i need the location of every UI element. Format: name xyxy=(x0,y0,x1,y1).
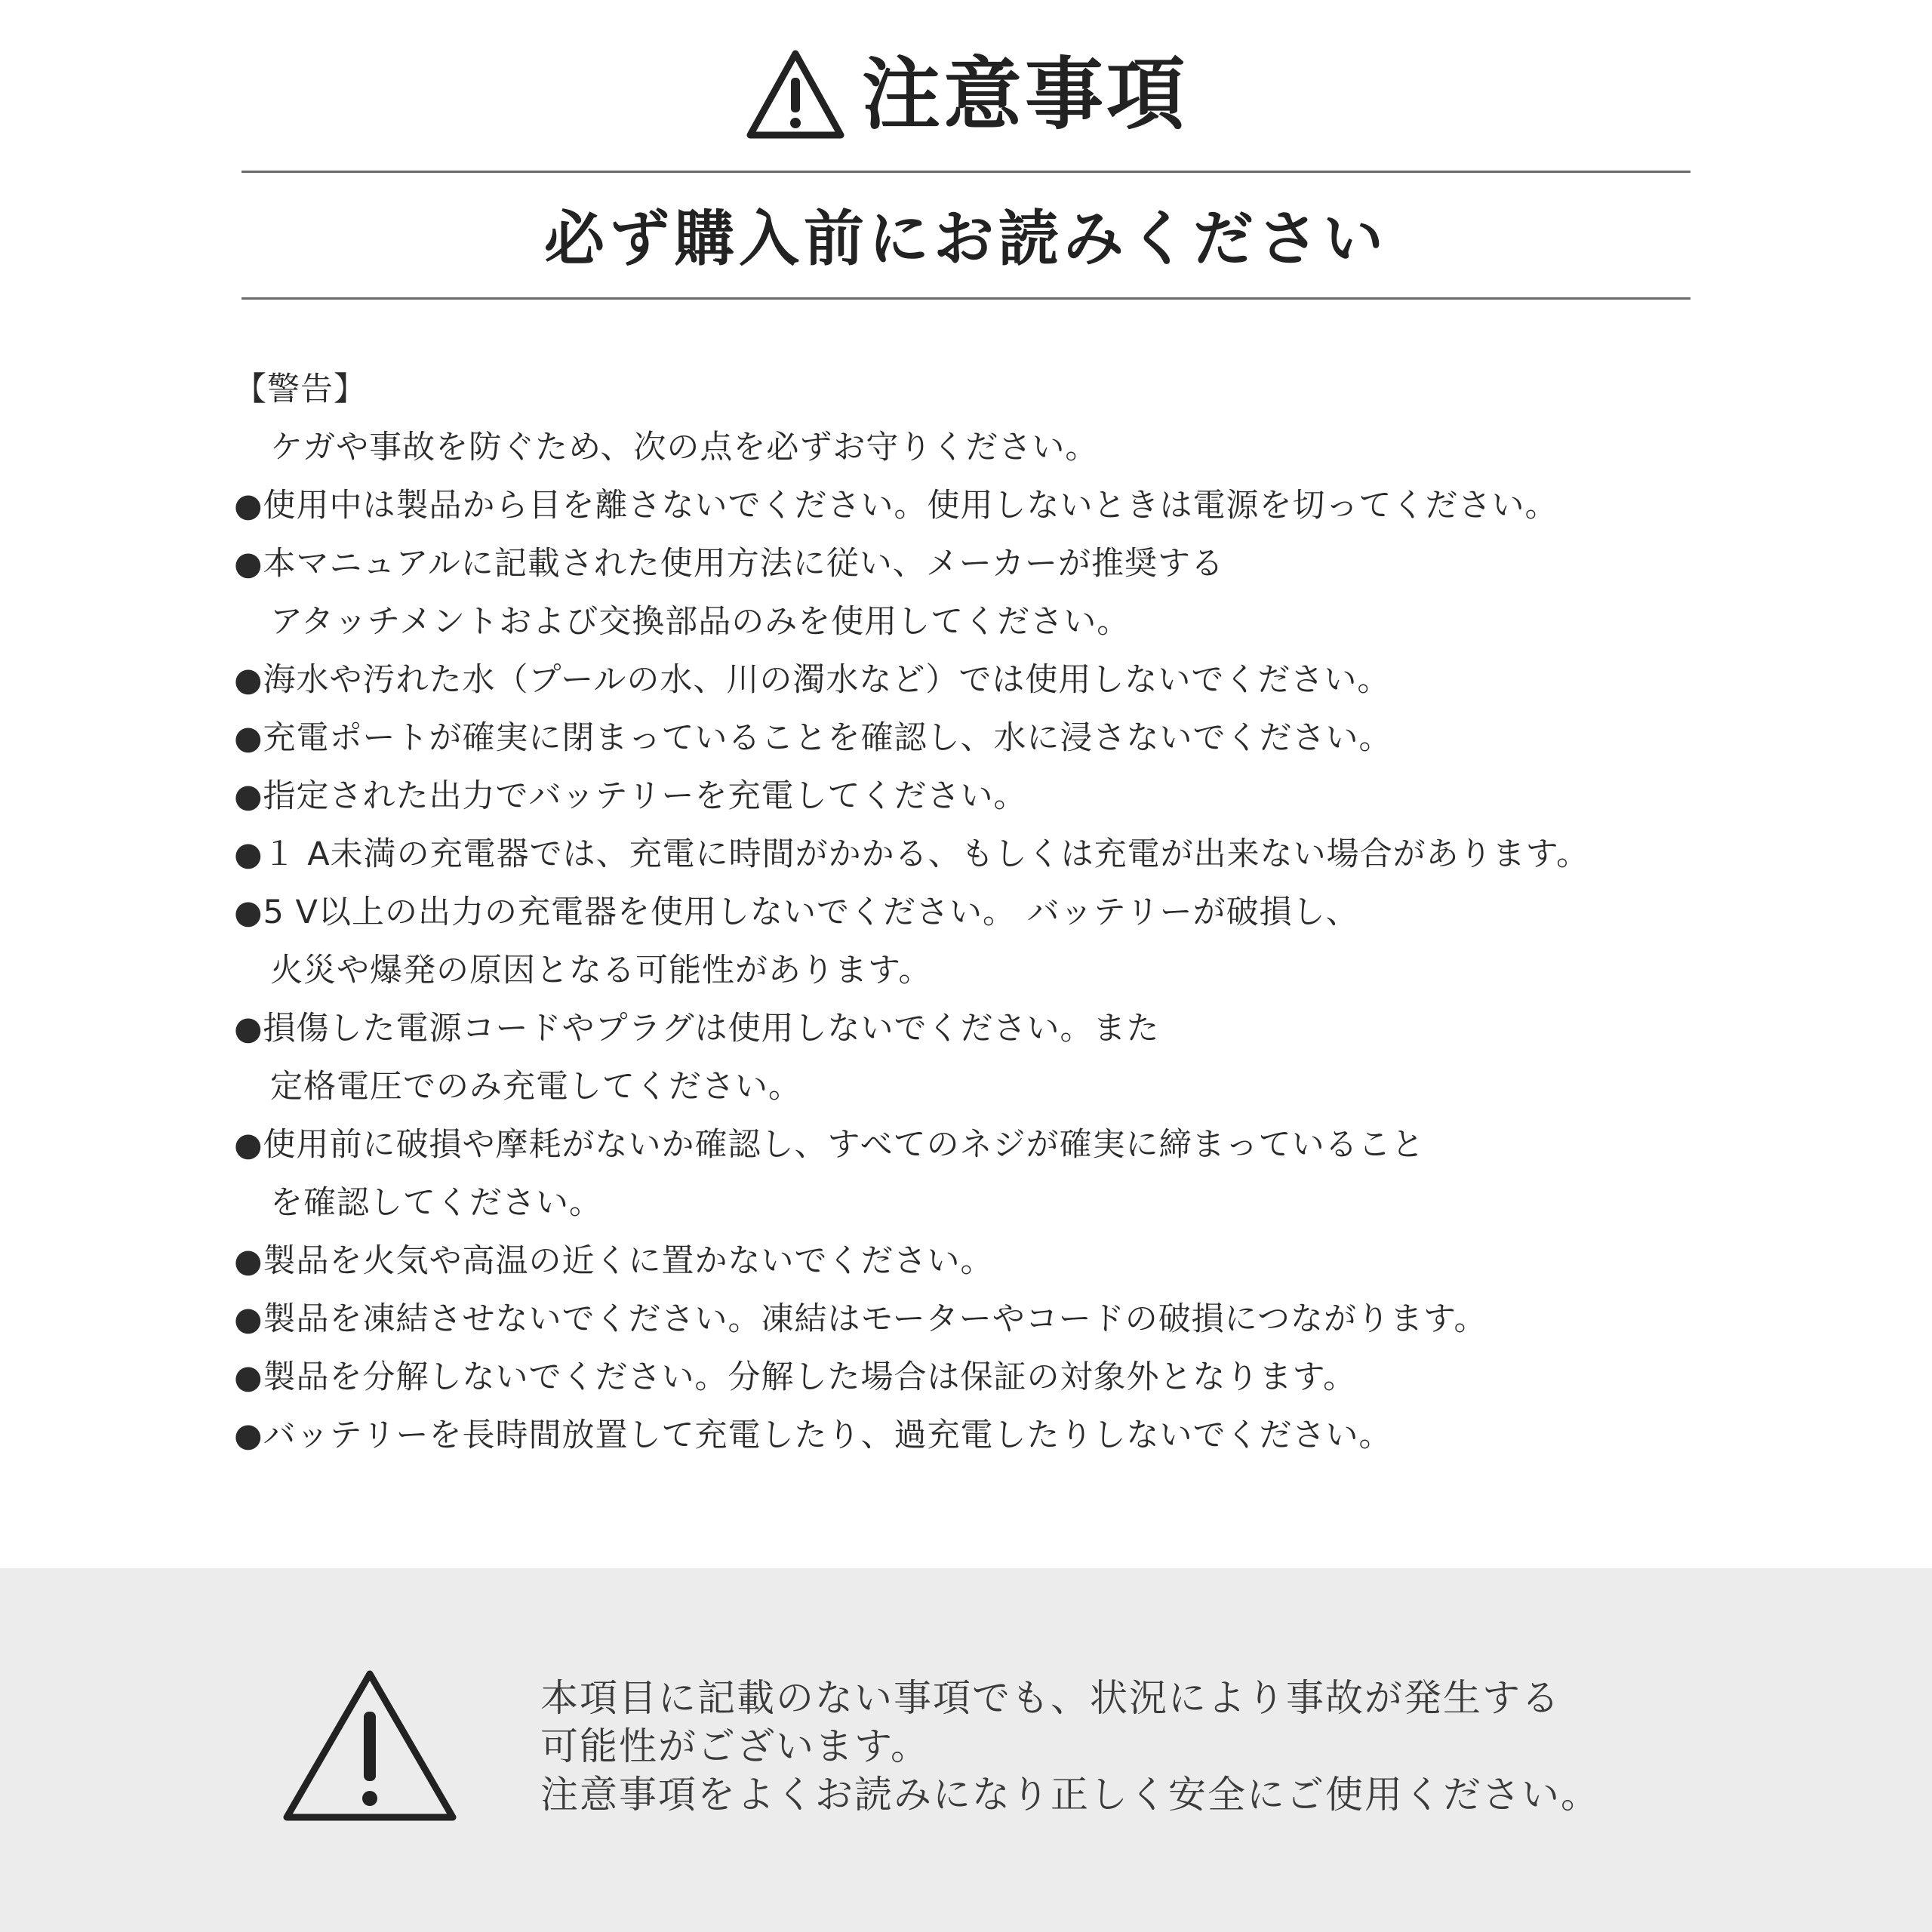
page-title: 注意事項 xyxy=(861,48,1188,140)
warning-item: ●使用前に破損や摩耗がないか確認し、すべてのネジが確実に締まっていること xyxy=(234,1126,1425,1164)
footer-line: 本項目に記載のない事項でも、状況により事故が発生する xyxy=(540,1676,1561,1720)
warning-item: ●損傷した電源コードやプラグは使用しないでください。また xyxy=(234,1010,1160,1048)
page-header xyxy=(0,45,1932,143)
warning-triangle-icon xyxy=(279,1666,460,1825)
warning-section xyxy=(234,361,1706,1465)
warning-item: ●使用中は製品から目を離さないでください。使用しないときは電源を切ってください。 xyxy=(234,487,1558,525)
warning-item-continuation: 火災や爆発の原因となる可能性があります。 xyxy=(270,952,932,989)
footer-line: 可能性がございます。 xyxy=(540,1724,930,1768)
warning-item: ●製品を凍結させないでください。凍結はモーターやコードの破損につながります。 xyxy=(234,1300,1487,1338)
divider-top xyxy=(242,171,1690,173)
footer-notice xyxy=(0,1568,1932,1932)
footer-line: 注意事項をよくお読みになり正しく安全にご使用ください。 xyxy=(540,1773,1600,1817)
warning-item: ●１ A未満の充電器では、充電に時間がかかる、もしくは充電が出来ない場合があります。 xyxy=(234,835,1590,873)
warning-item-continuation: アタッチメントおよび交換部品のみを使用してください。 xyxy=(270,603,1131,641)
warning-item-continuation: を確認してください。 xyxy=(270,1184,602,1222)
warning-item-continuation: 定格電圧でのみ充電してください。 xyxy=(270,1068,801,1106)
warning-intro: ケガや事故を防ぐため、次の点を必ずお守りください。 xyxy=(270,429,1099,466)
warning-item: ●指定された出力でバッテリーを充電してください。 xyxy=(234,777,1027,815)
divider-bottom xyxy=(242,297,1690,300)
warning-item: ●海水や汚れた水（プールの水、川の濁水など）では使用しないでください。 xyxy=(234,661,1391,699)
page-subtitle: 必ず購入前にお読みください xyxy=(544,204,1388,274)
warning-item: ●製品を分解しないでください。分解した場合は保証の対象外となります。 xyxy=(234,1358,1357,1396)
warning-item: ●充電ポートが確実に閉まっていることを確認し、水に浸さないでください。 xyxy=(234,719,1392,757)
warning-item: ●製品を火気や高温の近くに置かないでください。 xyxy=(234,1242,994,1280)
warning-triangle-icon xyxy=(744,48,847,141)
warning-item: ●バッテリーを長時間放置して充電したり、過充電したりしないでください。 xyxy=(234,1417,1392,1454)
warning-heading: 【警告】 xyxy=(234,371,367,408)
warning-item: ●本マニュアルに記載された使用方法に従い、メーカーが推奨する xyxy=(234,545,1224,583)
warning-item: ●5 V以上の出力の充電器を使用しないでください。 バッテリーが破損し、 xyxy=(234,894,1359,931)
footer-message xyxy=(540,1674,1838,1819)
